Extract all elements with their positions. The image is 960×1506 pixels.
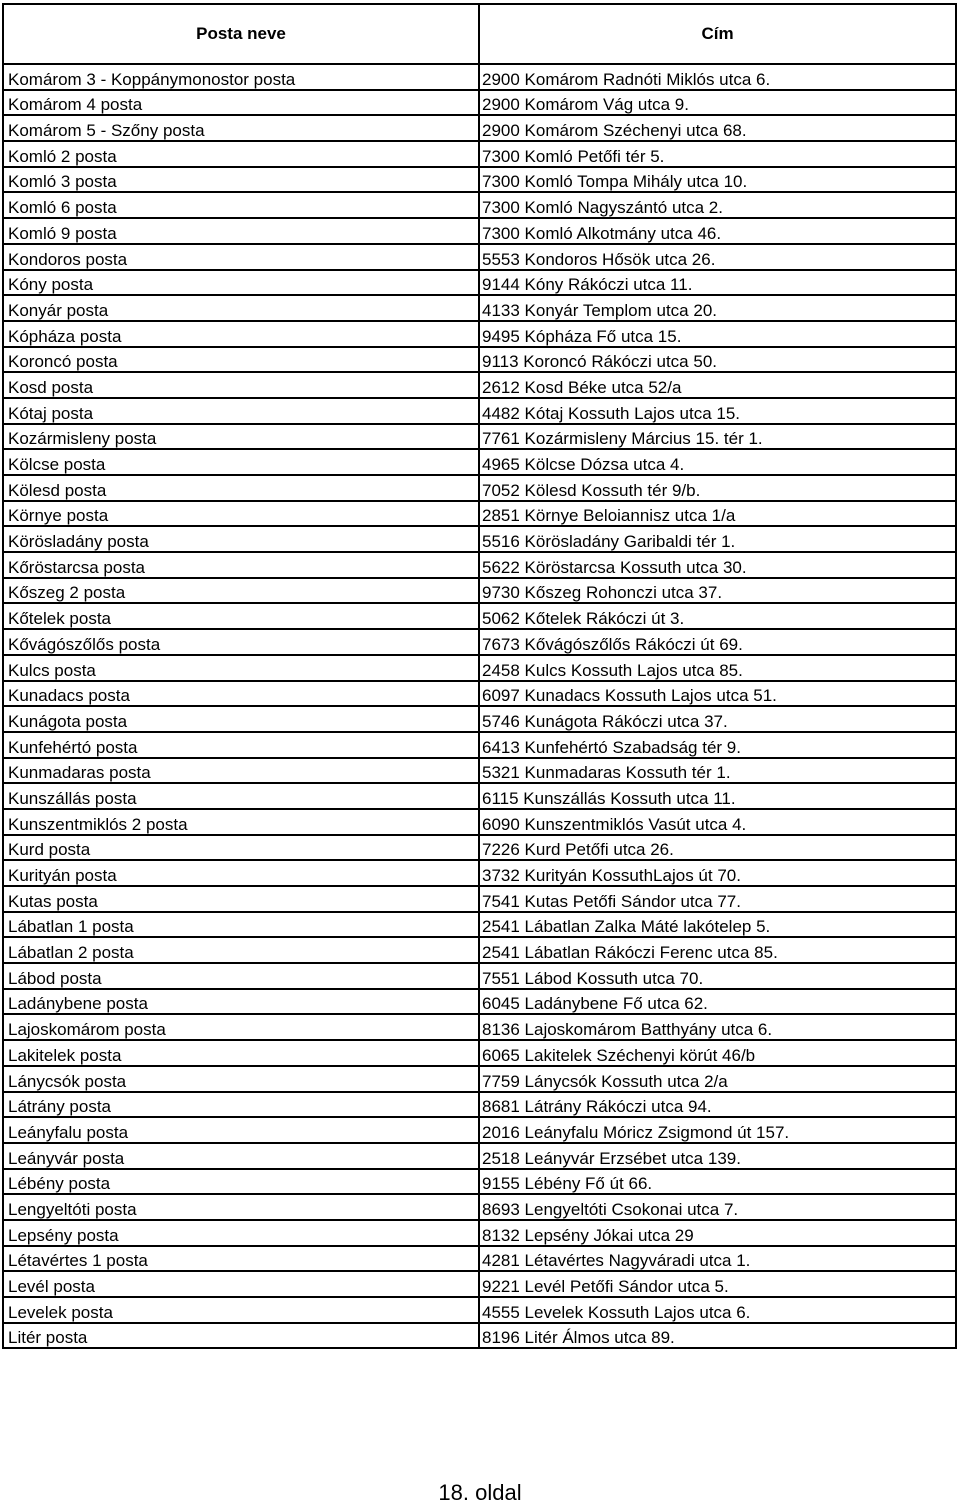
table-row — [3, 1246, 956, 1272]
post-office-address: 4555 Levelek Kossuth Lajos utca 6. — [479, 1297, 956, 1323]
post-office-name: Komárom 4 posta — [3, 90, 479, 116]
post-office-address: 7300 Komló Tompa Mihály utca 10. — [479, 167, 956, 193]
table-row — [3, 655, 956, 681]
table-row — [3, 578, 956, 604]
post-office-name: Ladánybene posta — [3, 989, 479, 1015]
table-body — [3, 64, 956, 1348]
table-row — [3, 115, 956, 141]
post-office-address: 6065 Lakitelek Széchenyi körút 46/b — [479, 1040, 956, 1066]
table-row — [3, 1271, 956, 1297]
table-row — [3, 218, 956, 244]
post-office-name: Komló 2 posta — [3, 141, 479, 167]
table-row — [3, 629, 956, 655]
table-row — [3, 1297, 956, 1323]
post-office-name: Kurityán posta — [3, 860, 479, 886]
post-office-address: 2851 Környe Beloiannisz utca 1/a — [479, 501, 956, 527]
post-office-name: Komló 3 posta — [3, 167, 479, 193]
post-office-address: 6090 Kunszentmiklós Vasút utca 4. — [479, 809, 956, 835]
post-office-name: Lepsény posta — [3, 1220, 479, 1246]
post-office-name: Kunszállás posta — [3, 783, 479, 809]
post-office-name: Kópháza posta — [3, 321, 479, 347]
post-office-name: Kosd posta — [3, 372, 479, 398]
table-row — [3, 1194, 956, 1220]
post-office-name: Kőröstarcsa posta — [3, 552, 479, 578]
table-row — [3, 64, 956, 90]
post-office-address: 7300 Komló Petőfi tér 5. — [479, 141, 956, 167]
table-row — [3, 681, 956, 707]
post-office-address: 7300 Komló Nagyszántó utca 2. — [479, 192, 956, 218]
table-row — [3, 372, 956, 398]
post-office-address: 8136 Lajoskomárom Batthyány utca 6. — [479, 1014, 956, 1040]
post-office-name: Kóny posta — [3, 270, 479, 296]
post-office-address: 9495 Kópháza Fő utca 15. — [479, 321, 956, 347]
table-row — [3, 1066, 956, 1092]
post-office-address: 7673 Kővágószőlős Rákóczi út 69. — [479, 629, 956, 655]
post-office-name: Létavértes 1 posta — [3, 1246, 479, 1272]
post-office-name: Litér posta — [3, 1323, 479, 1349]
post-office-address: 5746 Kunágota Rákóczi utca 37. — [479, 706, 956, 732]
table-row — [3, 783, 956, 809]
post-office-address: 3732 Kurityán KossuthLajos út 70. — [479, 860, 956, 886]
table-row — [3, 912, 956, 938]
post-office-name: Látrány posta — [3, 1092, 479, 1118]
table-row — [3, 321, 956, 347]
table-row — [3, 501, 956, 527]
table-row — [3, 1040, 956, 1066]
post-office-address: 9730 Kőszeg Rohonczi utca 37. — [479, 578, 956, 604]
post-office-address: 4482 Kótaj Kossuth Lajos utca 15. — [479, 398, 956, 424]
post-office-address: 6097 Kunadacs Kossuth Lajos utca 51. — [479, 681, 956, 707]
table-row — [3, 860, 956, 886]
post-office-address: 4133 Konyár Templom utca 20. — [479, 295, 956, 321]
table-row — [3, 1143, 956, 1169]
table-row — [3, 90, 956, 116]
post-office-name: Lábod posta — [3, 963, 479, 989]
post-office-address: 7761 Kozármisleny Március 15. tér 1. — [479, 424, 956, 450]
post-office-name: Kondoros posta — [3, 244, 479, 270]
post-office-name: Komárom 3 - Koppánymonostor posta — [3, 64, 479, 90]
post-office-address: 7759 Lánycsók Kossuth utca 2/a — [479, 1066, 956, 1092]
post-office-name: Lajoskomárom posta — [3, 1014, 479, 1040]
post-office-name: Lébény posta — [3, 1169, 479, 1195]
post-office-address: 8132 Lepsény Jókai utca 29 — [479, 1220, 956, 1246]
table-row — [3, 295, 956, 321]
table-row — [3, 244, 956, 270]
post-office-name: Komló 6 posta — [3, 192, 479, 218]
table-row — [3, 347, 956, 373]
post-office-name: Környe posta — [3, 501, 479, 527]
table-row — [3, 706, 956, 732]
post-office-address: 8681 Látrány Rákóczi utca 94. — [479, 1092, 956, 1118]
table-row — [3, 1220, 956, 1246]
post-office-address: 9221 Levél Petőfi Sándor utca 5. — [479, 1271, 956, 1297]
post-office-name: Komárom 5 - Szőny posta — [3, 115, 479, 141]
post-office-name: Konyár posta — [3, 295, 479, 321]
post-office-name: Kunágota posta — [3, 706, 479, 732]
table-row — [3, 398, 956, 424]
post-office-address: 2518 Leányvár Erzsébet utca 139. — [479, 1143, 956, 1169]
post-office-name: Levelek posta — [3, 1297, 479, 1323]
post-office-name: Kutas posta — [3, 886, 479, 912]
post-office-address: 6413 Kunfehértó Szabadság tér 9. — [479, 732, 956, 758]
post-office-address: 5062 Kőtelek Rákóczi út 3. — [479, 603, 956, 629]
table-row — [3, 141, 956, 167]
table-row — [3, 1092, 956, 1118]
post-office-address: 2612 Kosd Béke utca 52/a — [479, 372, 956, 398]
table-row — [3, 552, 956, 578]
post-office-address: 8196 Litér Álmos utca 89. — [479, 1323, 956, 1349]
post-office-address: 5321 Kunmadaras Kossuth tér 1. — [479, 758, 956, 784]
post-office-name: Lengyeltóti posta — [3, 1194, 479, 1220]
table-row — [3, 526, 956, 552]
post-office-name: Kozármisleny posta — [3, 424, 479, 450]
post-office-name: Kunfehértó posta — [3, 732, 479, 758]
table-row — [3, 809, 956, 835]
post-office-name: Kölcse posta — [3, 449, 479, 475]
table-row — [3, 603, 956, 629]
post-office-address: 7541 Kutas Petőfi Sándor utca 77. — [479, 886, 956, 912]
post-office-address: 2541 Lábatlan Rákóczi Ferenc utca 85. — [479, 937, 956, 963]
post-office-address: 8693 Lengyeltóti Csokonai utca 7. — [479, 1194, 956, 1220]
post-office-address: 5622 Köröstarcsa Kossuth utca 30. — [479, 552, 956, 578]
table-row — [3, 192, 956, 218]
table-row — [3, 1169, 956, 1195]
table-row — [3, 835, 956, 861]
post-office-name: Koroncó posta — [3, 347, 479, 373]
post-office-address: 7226 Kurd Petőfi utca 26. — [479, 835, 956, 861]
table-row — [3, 449, 956, 475]
post-office-name: Leányvár posta — [3, 1143, 479, 1169]
post-office-name: Kunmadaras posta — [3, 758, 479, 784]
post-office-address: 6045 Ladánybene Fő utca 62. — [479, 989, 956, 1015]
column-header-address: Cím — [479, 4, 956, 64]
post-office-name: Kőszeg 2 posta — [3, 578, 479, 604]
post-office-name: Körösladány posta — [3, 526, 479, 552]
post-office-name: Kunadacs posta — [3, 681, 479, 707]
post-office-name: Lábatlan 2 posta — [3, 937, 479, 963]
table-row — [3, 270, 956, 296]
post-office-address: 6115 Kunszállás Kossuth utca 11. — [479, 783, 956, 809]
table-row — [3, 475, 956, 501]
table-row — [3, 758, 956, 784]
post-office-address: 7052 Kölesd Kossuth tér 9/b. — [479, 475, 956, 501]
post-office-address: 2541 Lábatlan Zalka Máté lakótelep 5. — [479, 912, 956, 938]
post-office-address: 9144 Kóny Rákóczi utca 11. — [479, 270, 956, 296]
table-header — [3, 4, 956, 64]
post-office-table — [2, 3, 957, 1349]
table-row — [3, 424, 956, 450]
header-row — [3, 4, 956, 64]
post-office-address: 4965 Kölcse Dózsa utca 4. — [479, 449, 956, 475]
post-office-name: Kulcs posta — [3, 655, 479, 681]
post-office-address: 2458 Kulcs Kossuth Lajos utca 85. — [479, 655, 956, 681]
post-office-address: 4281 Létavértes Nagyváradi utca 1. — [479, 1246, 956, 1272]
post-office-address: 7551 Lábod Kossuth utca 70. — [479, 963, 956, 989]
post-office-address: 7300 Komló Alkotmány utca 46. — [479, 218, 956, 244]
post-office-address: 5516 Körösladány Garibaldi tér 1. — [479, 526, 956, 552]
post-office-name: Kővágószőlős posta — [3, 629, 479, 655]
post-office-name: Lábatlan 1 posta — [3, 912, 479, 938]
post-office-name: Kölesd posta — [3, 475, 479, 501]
table-row — [3, 732, 956, 758]
post-office-name: Kőtelek posta — [3, 603, 479, 629]
table-row — [3, 1323, 956, 1349]
post-office-address: 5553 Kondoros Hősök utca 26. — [479, 244, 956, 270]
post-office-name: Kunszentmiklós 2 posta — [3, 809, 479, 835]
post-office-name: Lakitelek posta — [3, 1040, 479, 1066]
table-row — [3, 963, 956, 989]
post-office-address: 9155 Lébény Fő út 66. — [479, 1169, 956, 1195]
post-office-name: Lánycsók posta — [3, 1066, 479, 1092]
post-office-address: 2016 Leányfalu Móricz Zsigmond út 157. — [479, 1117, 956, 1143]
column-header-name: Posta neve — [3, 4, 479, 64]
post-office-address: 2900 Komárom Széchenyi utca 68. — [479, 115, 956, 141]
post-office-address: 2900 Komárom Radnóti Miklós utca 6. — [479, 64, 956, 90]
table-row — [3, 886, 956, 912]
table-row — [3, 989, 956, 1015]
table-row — [3, 1014, 956, 1040]
table-row — [3, 167, 956, 193]
post-office-address: 9113 Koroncó Rákóczi utca 50. — [479, 347, 956, 373]
page-number: 18. oldal — [438, 1480, 522, 1505]
table-row — [3, 937, 956, 963]
post-office-name: Kurd posta — [3, 835, 479, 861]
post-office-name: Leányfalu posta — [3, 1117, 479, 1143]
table-row — [3, 1117, 956, 1143]
post-office-name: Kótaj posta — [3, 398, 479, 424]
post-office-name: Komló 9 posta — [3, 218, 479, 244]
post-office-name: Levél posta — [3, 1271, 479, 1297]
post-office-address: 2900 Komárom Vág utca 9. — [479, 90, 956, 116]
